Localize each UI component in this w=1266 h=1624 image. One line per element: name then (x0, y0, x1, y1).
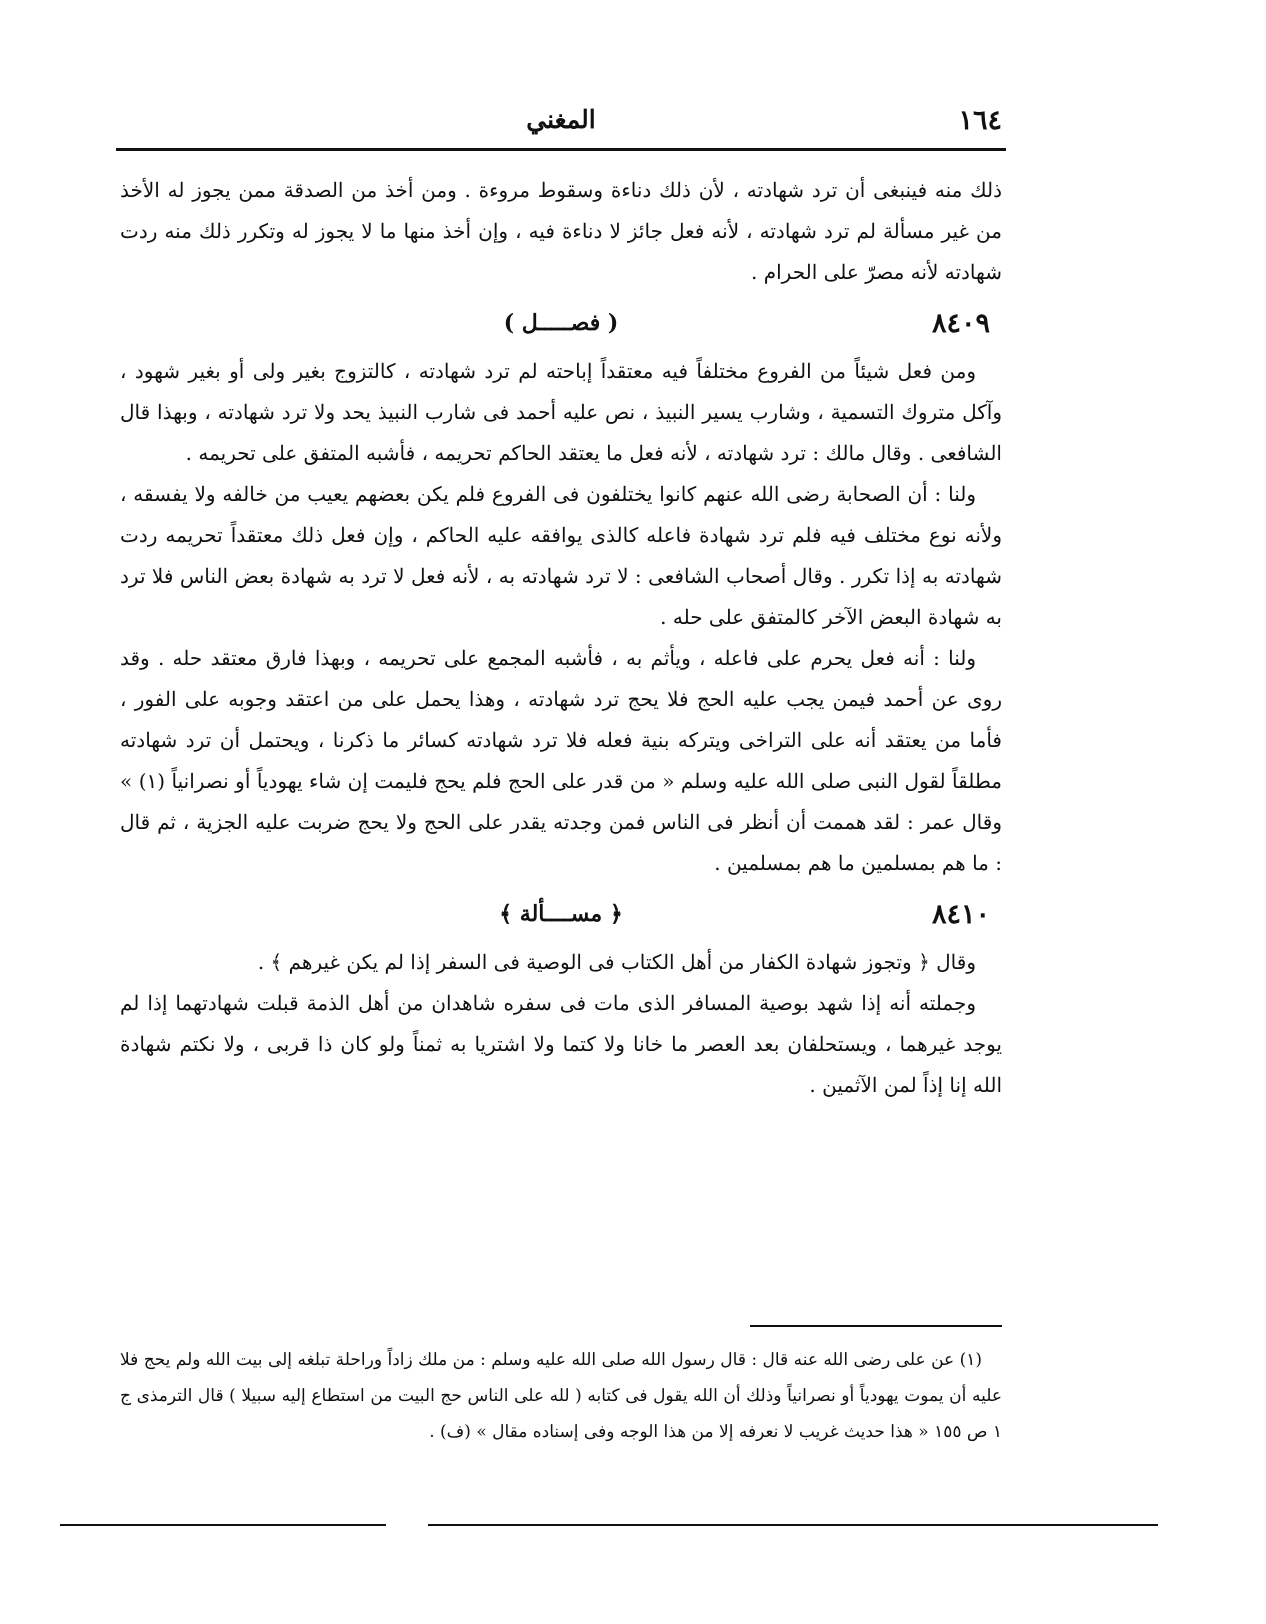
paragraph: وقال ﴿ وتجوز شهادة الكفار من أهل الكتاب فى الوصية فى السفر إذا لم يكن غيرهم ﴾ . (257, 950, 976, 974)
paragraph: ولنا : أنه فعل يحرم على فاعله ، ويأثم به ، فأشبه المجمع على تحريمه ، وبهذا فارق معتقد حله . وقد روى عن أحمد فيمن يجب عليه الحج فلا يحج ترد شهادته ، وهذا يحمل على من اعتقد وجوبه على الفور ، فأما من يعتقد أنه على التراخى ويتركه بنية فعله فلا ترد شهادته كسائر ما ذكرنا ، ويحتمل أن ترد شهادته مطلقاً لقول النبى صلى الله عليه وسلم « من قدر على الحج فلم يحج فليمت إن شاء يهودياً أو نصرانياً (١) » وقال عمر : لقد هممت أن أنظر فى الناس فمن وجدته يقدر على الحج ولا يحج ضربت عليه الجزية ، ثم قال : ما هم بمسلمين ما هم بمسلمين . (120, 646, 1002, 875)
running-title: المغني (526, 105, 596, 134)
section-heading (120, 888, 1002, 942)
paragraph: ولنا : أن الصحابة رضى الله عنهم كانوا يختلفون فى الفروع فلم يكن بعضهم يعيب من خالفه ولا يفسقه ، ولأنه نوع مختلف فيه فلم ترد شهادة فاعله كالذى يوافقه عليه الحاكم ، وإن فعل ذلك معتقداً تحريمه ردت شهادته به إذا تكرر . وقال أصحاب الشافعى : لا ترد شهادته به ، لأنه فعل لا ترد به شهادة بعض الناس فلا ترد به شهادة البعض الآخر كالمتفق على حله . (120, 482, 1002, 629)
footnote-rule (750, 1325, 1002, 1327)
page-number: ١٦٤ (958, 105, 1002, 136)
paragraph: ذلك منه فينبغى أن ترد شهادته ، لأن ذلك دناءة وسقوط مروءة . ومن أخذ من الصدقة ممن يجوز له الأخذ من غير مسألة لم ترد شهادته ، لأنه فعل جائز لا دناءة فيه ، وإن أخذ منها ما لا يجوز له وتكرر ذلك منه ردت شهادته لأنه مصرّ على الحرام . (120, 178, 1002, 284)
paragraph: وجملته أنه إذا شهد بوصية المسافر الذى مات فى سفره شاهدان من أهل الذمة قبلت شهادتهما إذا لم يوجد غيرهما ، ويستحلفان بعد العصر ما خانا ولا كتما ولا اشتريا به ثمناً ولو كان ذا قربى ، ولا نكتم شهادة الله إنا إذاً لمن الآثمين . (120, 991, 1002, 1097)
footnote: (١) عن على رضى الله عنه قال : قال رسول الله صلى الله عليه وسلم : من ملك زاداً وراحلة تبلغه إلى بيت الله ولم يحج فلا عليه أن يموت يهودياً أو نصرانياً وذلك أن الله يقول فى كتابه ( لله على الناس حج البيت من استطاع إليه سبيلا ) قال الترمذى ج ١ ص ١٥٥ « هذا حديث غريب لا نعرفه إلا من هذا الوجه وفى إسناده مقال » (ف) . (120, 1350, 1002, 1442)
bottom-rule (60, 1524, 386, 1526)
section-number: ٨٤٠٩ (931, 308, 990, 339)
footnotes (120, 1342, 1002, 1450)
section-title: ( فصـــــل ) (503, 310, 619, 336)
page-header (120, 103, 1002, 143)
bottom-rule (428, 1524, 1158, 1526)
paragraph: ومن فعل شيئاً من الفروع مختلفاً فيه معتقداً إباحته لم ترد شهادته ، كالتزوج بغير ولى أو بغير شهود ، وآكل متروك التسمية ، وشارب يسير النبيذ ، نص عليه أحمد فى شارب النبيذ يحد ولا ترد شهادته ، وبهذا قال الشافعى . وقال مالك : ترد شهادته ، لأنه فعل ما يعتقد الحاكم تحريمه ، فأشبه المتفق على تحريمه . (120, 359, 1002, 465)
section-number: ٨٤١٠ (931, 899, 990, 930)
header-rule (116, 148, 1006, 151)
main-text (120, 170, 1002, 1106)
section-heading (120, 297, 1002, 351)
section-title: ﴿ مســــألة ﴾ (499, 901, 623, 927)
